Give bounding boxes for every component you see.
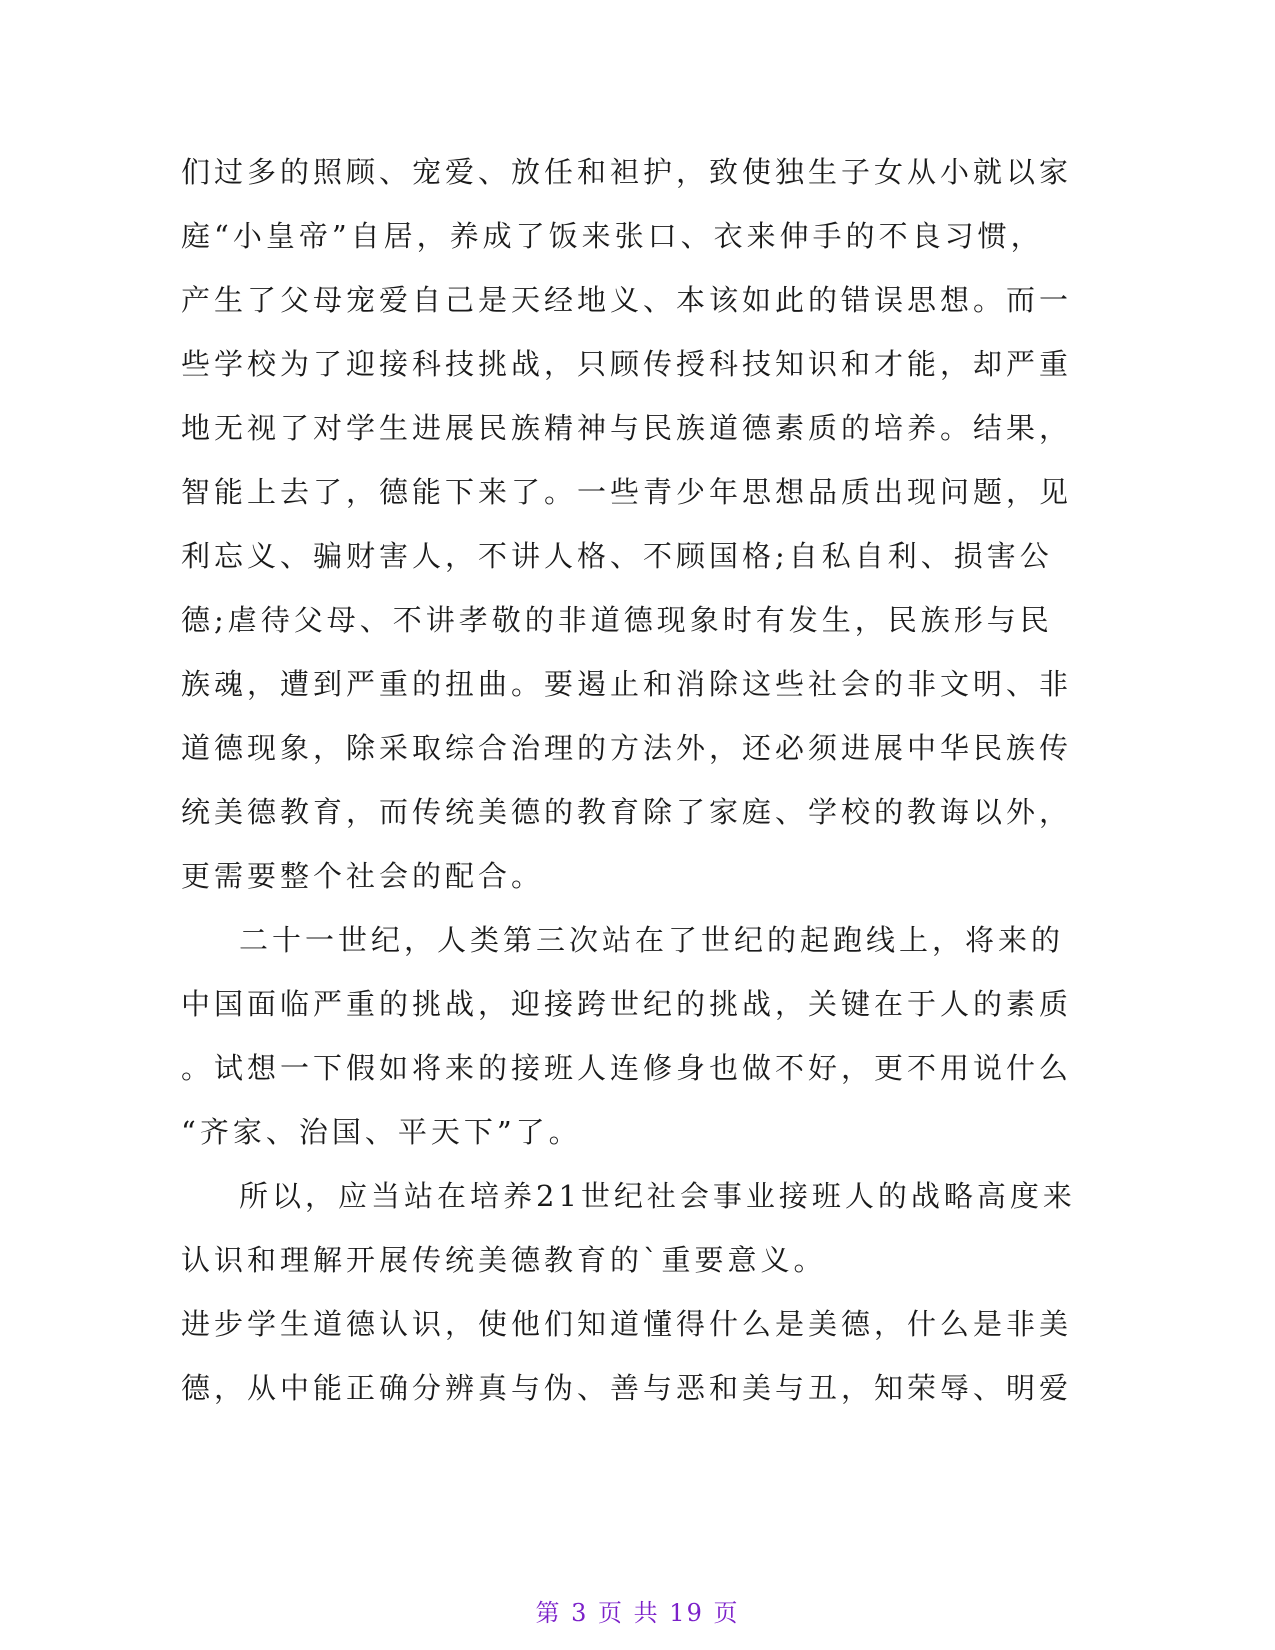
- text-line: 庭“小皇帝”自居，养成了饭来张口、衣来伸手的不良习惯，: [181, 219, 1044, 253]
- body-text: [181, 140, 1076, 1420]
- text-line: 智能上去了，德能下来了。一些青少年思想品质出现问题，见: [181, 475, 1073, 509]
- text-line: 德，从中能正确分辨真与伪、善与恶和美与丑，知荣辱、明爱: [181, 1371, 1073, 1405]
- text-line: 道德现象，除采取综合治理的方法外，还必须进展中华民族传: [181, 731, 1073, 765]
- text-line: 些学校为了迎接科技挑战，只顾传授科技知识和才能，却严重: [181, 347, 1073, 381]
- text-line: 。试想一下假如将来的接班人连修身也做不好，更不用说什么: [181, 1051, 1073, 1085]
- text-line: 中国面临严重的挑战，迎接跨世纪的挑战，关键在于人的素质: [181, 987, 1073, 1021]
- text-line: 产生了父母宠爱自己是天经地义、本该如此的错误思想。而一: [181, 283, 1073, 317]
- text-line: 们过多的照顾、宠爱、放任和袒护，致使独生子女从小就以家: [181, 155, 1073, 189]
- text-line: 更需要整个社会的配合。: [181, 859, 545, 893]
- text-line: 进步学生道德认识，使他们知道懂得什么是美德，什么是非美: [181, 1307, 1073, 1341]
- paragraph-start-line: 二十一世纪，人类第三次站在了世纪的起跑线上，将来的: [239, 923, 1065, 957]
- text-line: 族魂，遭到严重的扭曲。要遏止和消除这些社会的非文明、非: [181, 667, 1073, 701]
- text-line: 认识和理解开展传统美德教育的`重要意义。: [181, 1243, 827, 1277]
- paragraph-start-line: 所以，应当站在培养21世纪社会事业接班人的战略高度来: [239, 1179, 1076, 1213]
- text-line: 地无视了对学生进展民族精神与民族道德素质的培养。结果，: [181, 411, 1073, 445]
- text-line: 德;虐待父母、不讲孝敬的非道德现象时有发生，民族形与民: [181, 603, 1053, 637]
- page-number-footer: 第 3 页 共 19 页: [535, 1599, 740, 1627]
- text-line: 利忘义、骗财害人，不讲人格、不顾国格;自私自利、损害公: [181, 539, 1053, 573]
- text-line: “齐家、治国、平天下”了。: [181, 1115, 582, 1149]
- text-line: 统美德教育，而传统美德的教育除了家庭、学校的教诲以外，: [181, 795, 1073, 829]
